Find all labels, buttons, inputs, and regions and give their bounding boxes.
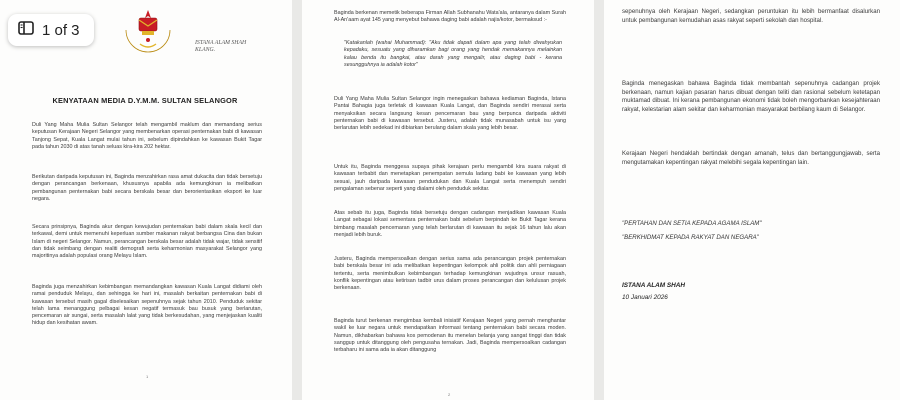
page-counter-label: 1 of 3	[42, 21, 80, 39]
page1-paragraph: Secara prinsipnya, Baginda akur dengan kewujudan penternakan babi dalam skala kecil dan terkawal, demi untuk memenuhi keperluan sumber makanan rakyat berbangsa Cina dan bukan Islam di negeri Selangor. Namun, perancangan berskala besar adalah tidak wajar, tidak sensitif dan tidak seimbang dengan realiti demografi serta keharmonian masyarakat Selangor yang majoritinya adalah populasi orang Melayu Islam.	[32, 224, 262, 260]
page1-paragraph: Berikutan daripada keputusan ini, Baginda menzahirkan rasa amat dukacita dan tidak bersetuju dengan perancangan berkenaan, khususnya apabila ada kemungkinan ia melibatkan pembangunan penternakan babi secara berskala besar dan berorientasikan eksport ke luar negara.	[32, 174, 262, 202]
address-line-2: KLANG.	[195, 47, 216, 53]
page-counter[interactable]	[8, 14, 94, 46]
page1-paragraph: Duli Yang Maha Mulia Sultan Selangor telah mengambil maklum dan memandang serius keputusan Kerajaan Negeri Selangor yang membenarkan operasi penternakan babi di kawasan Tanjong Sepat, Kuala Langat mulai tahun ini, sebelum dipindahkan ke kawasan Bukit Tagar pada tahun 2030 di atas tanah seluas kira-kira 202 hektar.	[32, 122, 262, 150]
crest-emblem	[118, 6, 178, 71]
signature-place: ISTANA ALAM SHAH	[622, 282, 685, 289]
address-line-1: ISTANA ALAM SHAH	[195, 40, 247, 46]
document-page-1	[0, 0, 292, 400]
signature-date: 10 Januari 2026	[622, 294, 668, 301]
document-page-3	[604, 0, 900, 400]
page2-paragraph: Justeru, Baginda mempersoalkan dengan serius sama ada perancangan projek penternakan babi berskala besar ini ada melibatkan kepentingan kelompok ahli politik dan ahli perniagaan tertentu, serta menimbulkan kebimbangan terhadap kemungkinan wujudnya unsur rasuah, konflik kepentingan atau ketirisan tadbir urus dalam proses perancangan dan kelulusan projek berkenaan.	[334, 256, 566, 292]
page-gap	[292, 0, 302, 400]
document-title: KENYATAAN MEDIA D.Y.M.M. SULTAN SELANGOR	[52, 96, 238, 105]
page2-paragraph: Atas sebab itu juga, Baginda tidak bersetuju dengan cadangan menjadikan kawasan Kuala Langat sebagai lokasi sementara penternakan babi sebelum berpindah ke Bukit Tagar kerana bimbang masalah pencemaran yang telah berlarutan di kawasan itu sejak 16 tahun lalu akan menjadi lebih buruk.	[334, 210, 566, 238]
page2-paragraph: Baginda berkenan memetik beberapa Firman Allah Subhanahu Wata'ala, antaranya dalam Surah Al-An'aam ayat 145 yang menyebut bahawa daging babi adalah najis/kotor, bermaksud :-	[334, 10, 566, 24]
quran-quote: "Katakanlah (wahai Muhammad): "Aku tidak dapati dalam apa yang telah diwahyukan kepadaku, sesuatu yang diharamkan bagi orang yang hendak memakannya melainkan kalau benda itu bangkai, atau darah yang mengalir, atau daging babi - kerana sesungguhnya ia adalah kotor"	[344, 40, 562, 68]
page-gap	[594, 0, 604, 400]
page3-paragraph: Kerajaan Negeri hendaklah bertindak dengan amanah, telus dan bertanggungjawab, serta mengutamakan kepentingan rakyat melebihi segala kepentingan lain.	[622, 150, 880, 166]
slogan-rakyat: "BERKHIDMAT KEPADA RAKYAT DAN NEGARA"	[622, 234, 759, 241]
page3-paragraph: Baginda menegaskan bahawa Baginda tidak membantah sepenuhnya cadangan projek berkenaan, namun kajian pasaran harus dibuat dengan teliti dan rasional sebelum ketetapan muktamad dibuat. Ini kerana pembangunan ekonomi tidak boleh mengorbankan kesejahteraan rakyat, kelestarian alam sekitar dan keharmonian masyarakat berbilang kaum di Selangor.	[622, 80, 880, 113]
page3-paragraph: sepenuhnya oleh Kerajaan Negeri, sedangkan peruntukan itu lebih bermanfaat disalurkan untuk pembangunan kemudahan asas rakyat seperti sekolah dan hospital.	[622, 8, 880, 24]
page2-paragraph: Baginda turut berkenan mengimbas kembali inisiatif Kerajaan Negeri yang pernah menghantar wakil ke luar negara untuk mendapatkan informasi tentang penternakan babi secara moden. Namun, dikhabarkan bahawa kos pemodenan itu menelan belanja yang sangat tinggi dan tidak sanggup untuk ditanggung oleh pengusaha ternakan. Jadi, Baginda mempersoalkan cadangan terbaharu ini sama ada ia akan ditanggung	[334, 318, 566, 354]
page2-paragraph: Untuk itu, Baginda menggesa supaya pihak kerajaan perlu mengambil kira suara rakyat di kawasan terbabit dan menetapkan penempatan semula ladang babi ke kawasan yang lebih sesuai, jauh daripada kawasan pendudukan dan Kuala Langat serta menempuh sendiri pengalaman sebenar seperti yang dialami oleh penduduk sekitar.	[334, 164, 566, 192]
page-number: 2	[448, 392, 451, 397]
document-page-2	[302, 0, 594, 400]
page1-paragraph: Baginda juga menzahirkan kebimbangan memandangkan kawasan Kuala Langat didiami oleh ramai penduduk Melayu, dan sehingga ke hari ini, masalah berkaitan penternakan babi di kawasan tersebut masih gagal diselesaikan sepenuhnya sejak tahun 2010. Penduduk sekitar telah lama menanggung pelbagai kesan negatif termasuk bau busuk yang berlarutan, pencemaran air sungai, serta masalah lalat yang tidak berkesudahan, yang menjejaskan kualiti hidup dan kesihatan awam.	[32, 284, 262, 327]
sidebar-toggle-icon[interactable]	[18, 21, 34, 40]
page2-paragraph: Duli Yang Maha Mulia Sultan Selangor ingin menegaskan bahawa kediaman Baginda, Istana Pantai Bahagia juga terletak di kawasan Kuala Langat, dan Baginda sendiri merasai serta menyaksikan secara langsung kesan pencemaran bau yang berpunca daripada aktiviti penternakan babi di kawasan tersebut. Justeru, adalah tidak munasabah untuk isu yang berlarutan lebih sedekad ini dibiarkan berulang dalam skala yang lebih besar.	[334, 96, 566, 132]
slogan-islam: "PERTAHAN DAN SETIA KEPADA AGAMA ISLAM"	[622, 220, 762, 227]
header-address	[195, 40, 265, 54]
page-number: 1	[146, 374, 149, 379]
